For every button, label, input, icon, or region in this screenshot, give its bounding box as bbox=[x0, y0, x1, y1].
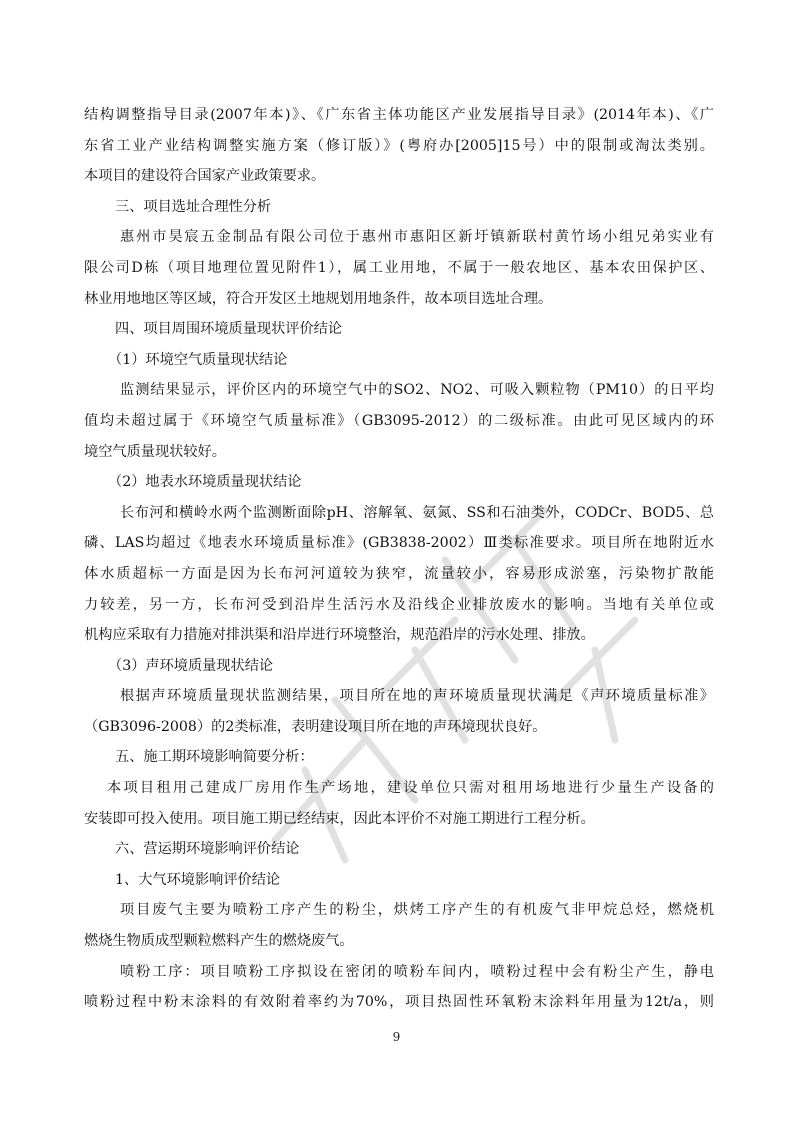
text-line: 磷、LAS均超过《地表水环境质量标准》(GB3838-2002）Ⅲ类标准要求。项目所在地附近水 bbox=[84, 535, 714, 552]
subsection-heading: 1、大气环境影响评价结论 bbox=[115, 871, 281, 888]
text-line: 境空气质量现状较好。 bbox=[84, 443, 226, 460]
text-line: 值均未超过属于《环境空气质量标准》（GB3095-2012）的二级标准。由此可见区域内的环 bbox=[84, 412, 714, 429]
text-line: 根据声环境质量现状监测结果，项目所在地的声环境质量现状满足《声环境质量标准》 bbox=[120, 688, 714, 705]
text-line: 喷粉工序：项目喷粉工序拟设在密闭的喷粉车间内，喷粉过程中会有粉尘产生，静电 bbox=[120, 963, 714, 980]
text-line: 结构调整指导目录(2007年本)》、《广东省主体功能区产业发展指导目录》(2014年本)、《广 bbox=[84, 107, 714, 123]
text-line: 力较差，另一方，长布河受到沿岸生活污水及沿线企业排放废水的影响。当地有关单位或 bbox=[84, 596, 714, 613]
text-line: 本项目的建设符合国家产业政策要求。 bbox=[84, 168, 326, 185]
text-line: 项目废气主要为喷粉工序产生的粉尘，烘烤工序产生的有机废气非甲烷总烃，燃烧机 bbox=[120, 902, 714, 919]
text-line: （GB3096-2008）的2类标准，表明建设项目所在地的声环境现状良好。 bbox=[84, 718, 547, 735]
text-line: 东省工业产业结构调整实施方案（修订版）》(粤府办[2005]15号）中的限制或淘汰类别。 bbox=[84, 137, 714, 154]
subsection-heading: （1）环境空气质量现状结论 bbox=[108, 351, 288, 368]
subsection-heading: （3）声环境质量现状结论 bbox=[108, 657, 274, 674]
section-heading: 三、项目选址合理性分析 bbox=[115, 198, 272, 215]
text-line: 监测结果显示，评价区内的环境空气中的SO2、NO2、可吸入颗粒物（PM10）的日平均 bbox=[120, 382, 714, 399]
text-line: 喷粉过程中粉末涂料的有效附着率约为70%，项目热固性环氧粉末涂料年用量为12t/a，则 bbox=[84, 994, 714, 1011]
text-line: 限公司D栋（项目地理位置见附件1），属工业用地，不属于一般农地区、基本农田保护区、 bbox=[84, 259, 714, 276]
text-line: 体水质超标一方面是因为长布河河道较为狭窄，流量较小，容易形成淤塞，污染物扩散能 bbox=[84, 565, 714, 582]
text-line: 安装即可投入使用。项目施工期已经结束，因此本评价不对施工期进行工程分析。 bbox=[84, 810, 595, 827]
text-line: 惠州市昊宸五金制品有限公司位于惠州市惠阳区新圩镇新联村黄竹场小组兄弟实业有 bbox=[120, 229, 714, 246]
page-number: 9 bbox=[392, 1030, 401, 1044]
text-line: 长布河和横岭水两个监测断面除pH、溶解氧、氨氮、SS和石油类外，CODCr、BOD5、总 bbox=[120, 504, 714, 521]
section-heading: 四、项目周围环境质量现状评价结论 bbox=[115, 321, 343, 338]
section-heading: 五、施工期环境影响简要分析： bbox=[115, 749, 314, 766]
subsection-heading: （2）地表水环境质量现状结论 bbox=[108, 474, 302, 491]
body-text bbox=[84, 100, 714, 1018]
text-line: 本项目租用己建成厂房用作生产场地，建设单位只需对租用场地进行少量生产设备的 bbox=[107, 780, 714, 797]
text-line: 林业用地地区等区域，符合开发区土地规划用地条件，故本项目选址合理。 bbox=[84, 290, 553, 307]
section-heading: 六、营运期环境影响评价结论 bbox=[115, 841, 300, 858]
text-line: 机构应采取有力措施对排洪渠和沿岸进行环境整治，规范沿岸的污水处理、排放。 bbox=[84, 627, 595, 644]
text-line: 燃烧生物质成型颗粒燃料产生的燃烧废气。 bbox=[84, 933, 354, 950]
